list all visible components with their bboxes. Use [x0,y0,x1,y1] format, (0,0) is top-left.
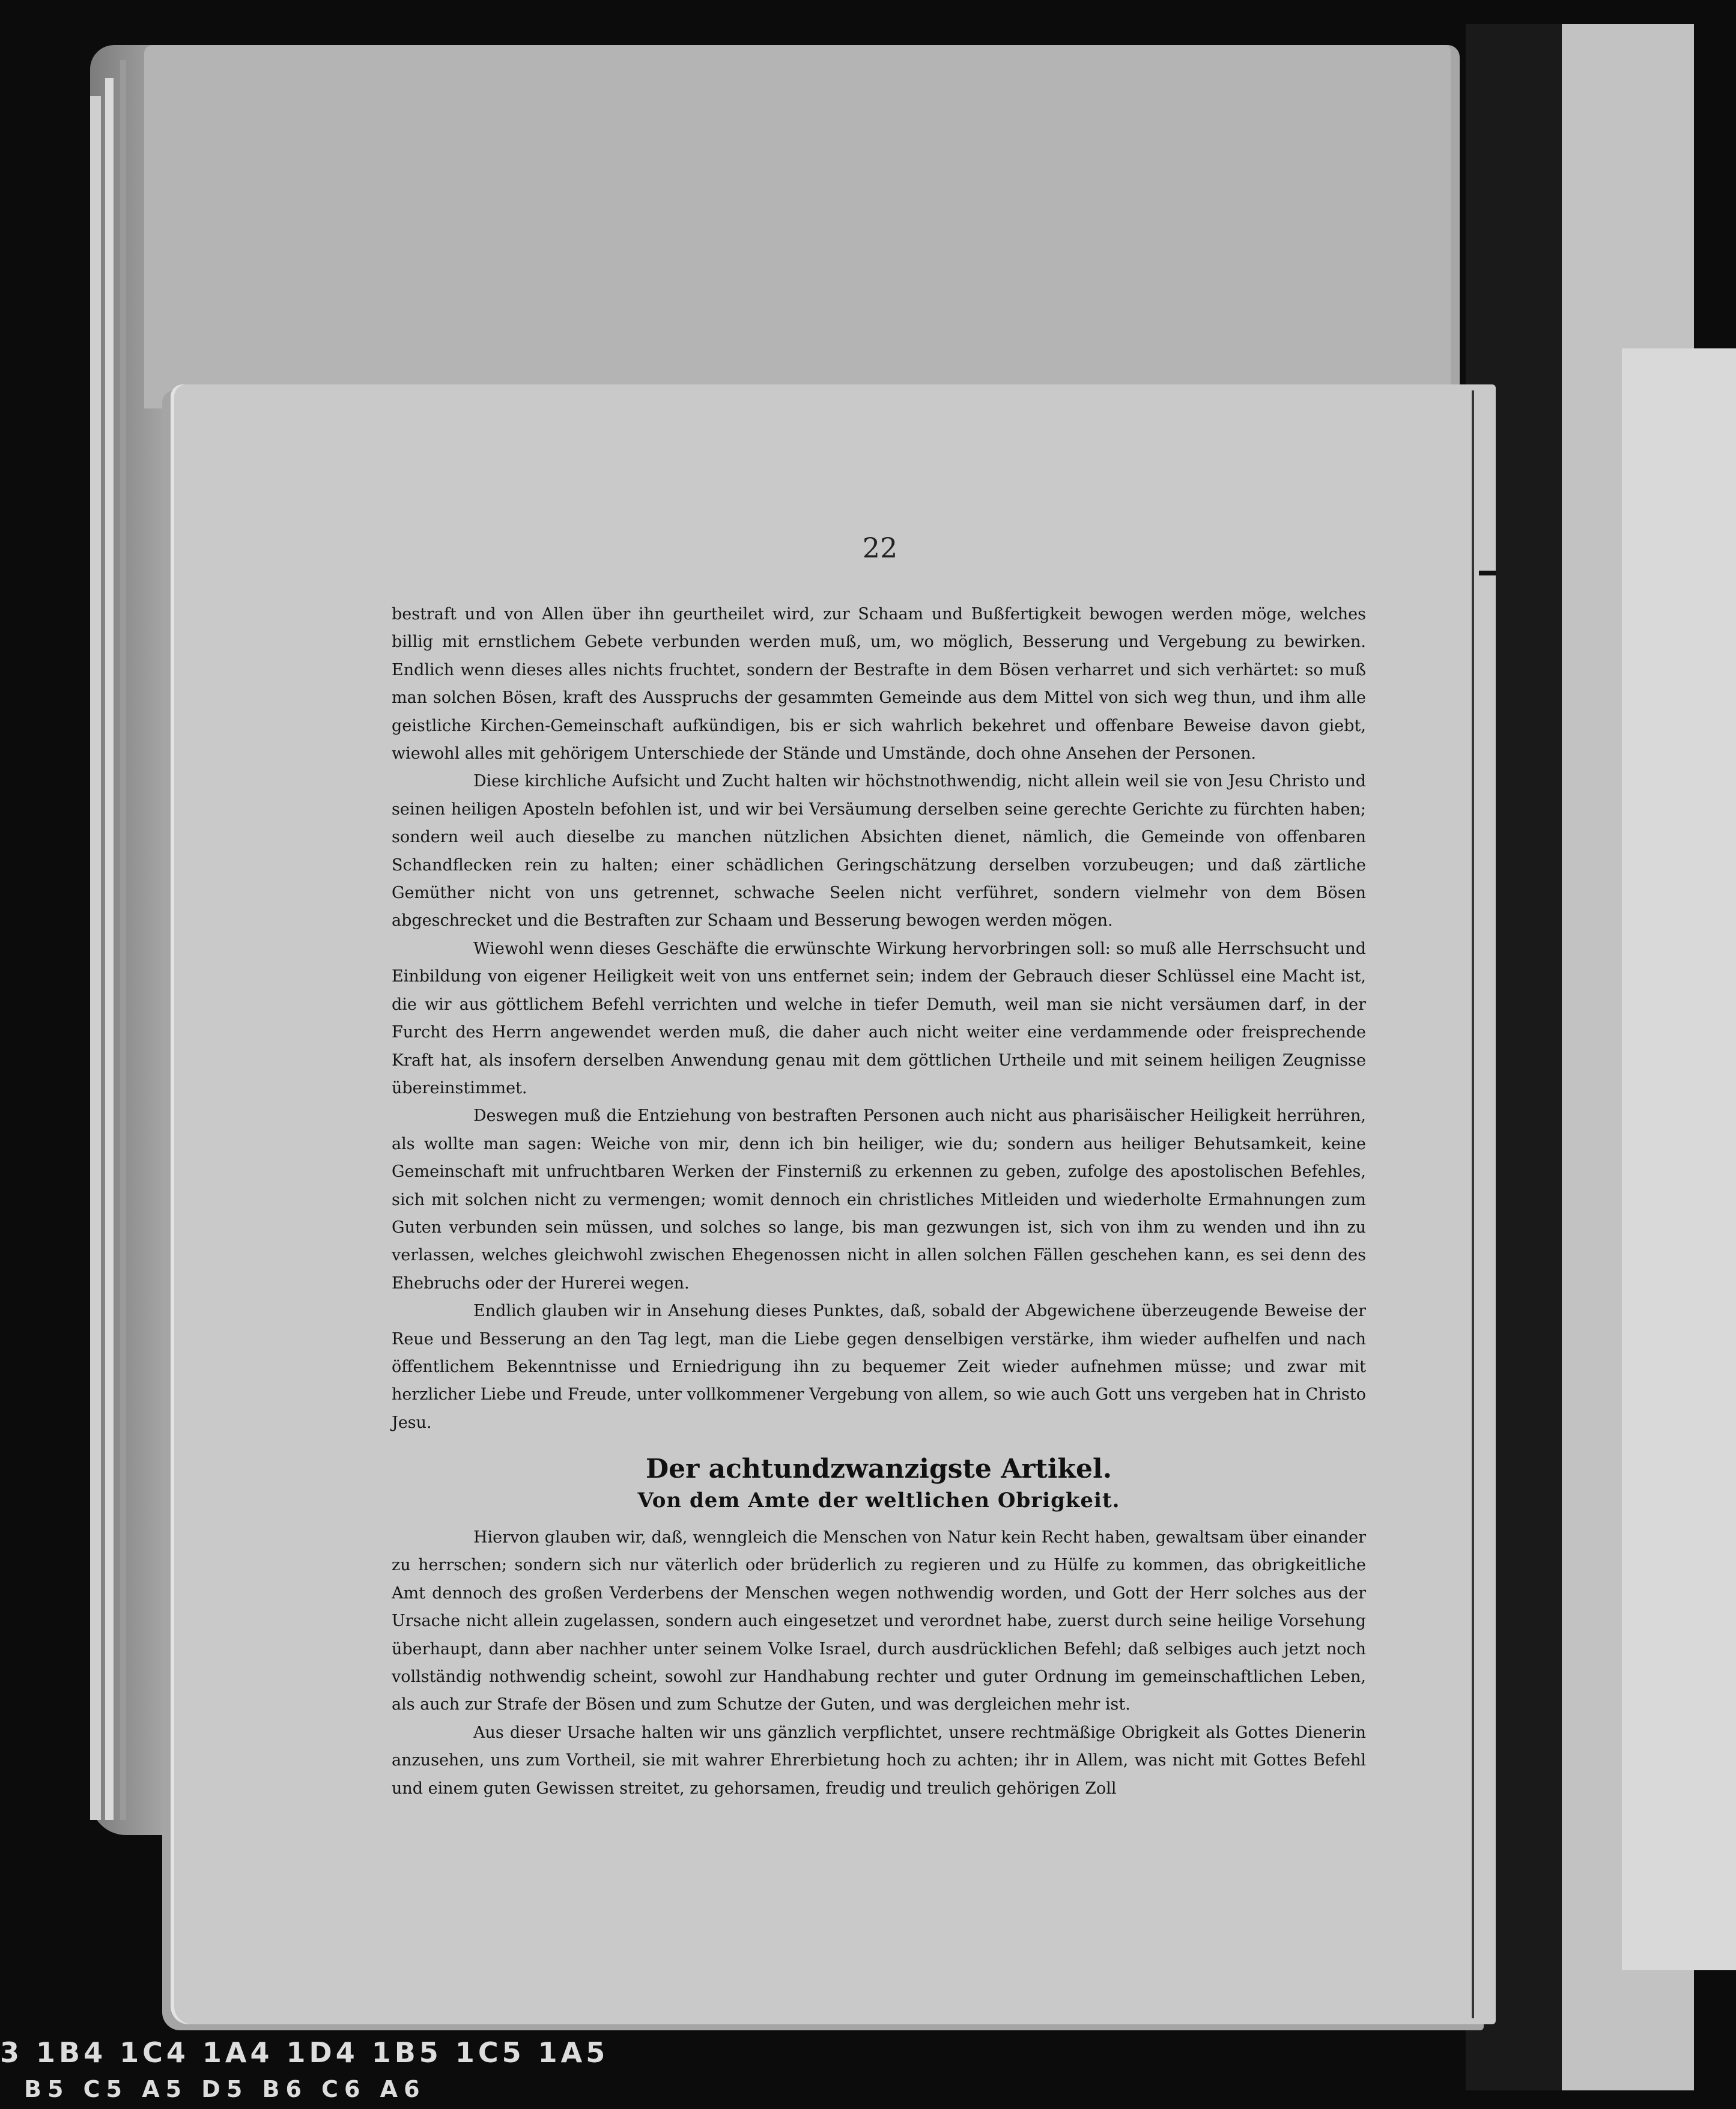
paragraph: Endlich glauben wir in Ansehung dieses Punktes, daß, sobald der Abgewichene überzeugende Beweise der Reue und Besserung an den Tag legt, man die Liebe gegen denselbigen verstärke, ihm wieder aufhelfen und nach öffentlichem Bekenntnisse und Erniedrigung ihn zu bequemer Zeit wieder aufnehmen müsse; und zwar mit herzlicher Liebe und Freude, unter vollkommener Vergebung von allem, so wie auch Gott uns vergeben hat in Christo Jesu. [392,1302,1366,1432]
page-edge [105,78,114,1820]
page-edge [120,60,126,1820]
paragraph: Diese kirchliche Aufsicht und Zucht halten wir höchstnothwendig, nicht allein weil sie von Jesu Christo und seinen heiligen Aposteln befohlen ist, und wir bei Versäumung derselben seine gerechte Gerichte zu fürchten haben; sondern weil auch dieselbe zu manchen nützlichen Absichten dienet, nämlich, die Gemeinde von offenbaren Schandflecken rein zu halten; einer schädlichen Geringschätzung derselben vorzubeugen; und daß zärtliche Gemüther nicht von uns getrennet, schwache Seelen nicht verführet, sondern vielmehr von dem Bösen abgeschrecket und die Bestraften zur Schaam und Besserung bewogen werden mögen. [392,772,1366,930]
page-edge [90,96,101,1820]
body-text-block [392,1524,1366,1803]
target-codes-row: 3 1B4 1C4 1A4 1D4 1B5 1C5 1A5 [0,2036,609,2069]
paragraph: Aus dieser Ursache halten wir uns gänzlich verpflichtet, unsere rechtmäßige Obrigkeit als Gottes Dienerin anzusehen, uns zum Vortheil, sie mit wahrer Ehrerbietung hoch zu achten; ihr in Allem, was nicht mit Gottes Befehl und einem guten Gewissen streitet, zu gehorsamen, freudig und treulich gehörigen Zoll [392,1723,1366,1798]
adjacent-page-edge [1622,348,1736,1970]
paragraph: Wiewohl wenn dieses Geschäfte die erwünschte Wirkung hervorbringen soll: so muß alle Herrschsucht und Einbildung von eigener Heiligkeit weit von uns entfernet sein; indem der Gebrauch dieser Schlüssel eine Macht ist, die wir aus göttlichem Befehl verrichten und welche in tiefer Demuth, weil man sie nicht versäumen darf, in der Furcht des Herrn angewendet werden muß, die daher auch nicht weiter eine verdammende oder freisprechende Kraft hat, als insofern derselben Anwendung genau mit dem göttlichen Urtheile und mit seinem heiligen Zeugnisse übereinstimmet. [392,939,1366,1097]
page-mark [1479,571,1496,575]
microfilm-target-codes [0,2036,1736,2109]
page-number: 22 [862,532,898,564]
article-subheading: Von dem Amte der weltlichen Obrigkeit. [637,1488,1120,1513]
background-page [144,45,1451,408]
paragraph: Deswegen muß die Entziehung von bestraften Personen auch nicht aus pharisäischer Heiligkeit herrühren, als wollte man sagen: Weiche von mir, denn ich bin heiliger, wie du; sondern aus heiliger Behutsamkeit, keine Gemeinschaft mit unfruchtbaren Werken der Finsterniß zu erkennen zu geben, zufolge des apostolischen Befehles, sich mit solchen nicht zu vermengen; womit dennoch ein christliches Mitleiden und wiederholte Ermahnungen zum Guten verbunden sein müssen, und solches so lange, bis man gezwungen ist, sich von ihm zu wenden und ihn zu verlassen, welches gleichwohl zwischen Ehegenossen nicht in allen solchen Fällen geschehen kann, es sei denn des Ehebruchs oder der Hurerei wegen. [392,1106,1366,1293]
paragraph: Hiervon glauben wir, daß, wenngleich die Menschen von Natur kein Recht haben, gewaltsam über einander zu herrschen; sondern sich nur väterlich oder brüderlich zu regieren und zu Hülfe zu kommen, das obrigkeitliche Amt dennoch des großen Verderbens der Menschen wegen nothwendig worden, und Gott der Herr solches aus der Ursache nicht allein zugelassen, sondern auch eingesetzet und verordnet habe, zuerst durch seine heilige Vorsehung überhaupt, dann aber nachher unter seinem Volke Israel, durch ausdrücklichen Befehl; daß selbiges auch jetzt noch vollständig nothwendig scheint, sowohl zur Handhabung rechter und guter Ordnung im gemeinschaftlichen Leben, als auch zur Strafe der Bösen und zum Schutze der Guten, und was dergleichen mehr ist. [392,1528,1366,1714]
paragraph: bestraft und von Allen über ihn geurtheilet wird, zur Schaam und Bußfertigkeit bewogen werden möge, welches billig mit ernstlichem Gebete verbunden werden muß, um, wo möglich, Besserung und Vergebung zu bewirken. Endlich wenn dieses alles nichts fruchtet, sondern der Bestrafte in dem Bösen verharret und sich verhärtet: so muß man solchen Bösen, kraft des Ausspruchs der gesammten Gemeinde aus dem Mittel von sich weg thun, und ihm alle geistliche Kirchen-Gemeinschaft aufkündigen, bis er sich wahrlich bekehret und offenbare Beweise davon giebt, wiewohl alles mit gehörigem Unterschiede der Stände und Umstände, doch ohne Ansehen der Personen. [392,605,1366,763]
page-edge-shadow [1472,390,1474,2018]
body-text-block [392,601,1366,1437]
article-heading: Der achtundzwanzigste Artikel. [645,1454,1112,1484]
target-codes-row: B5 C5 A5 D5 B6 C6 A6 [24,2076,426,2102]
